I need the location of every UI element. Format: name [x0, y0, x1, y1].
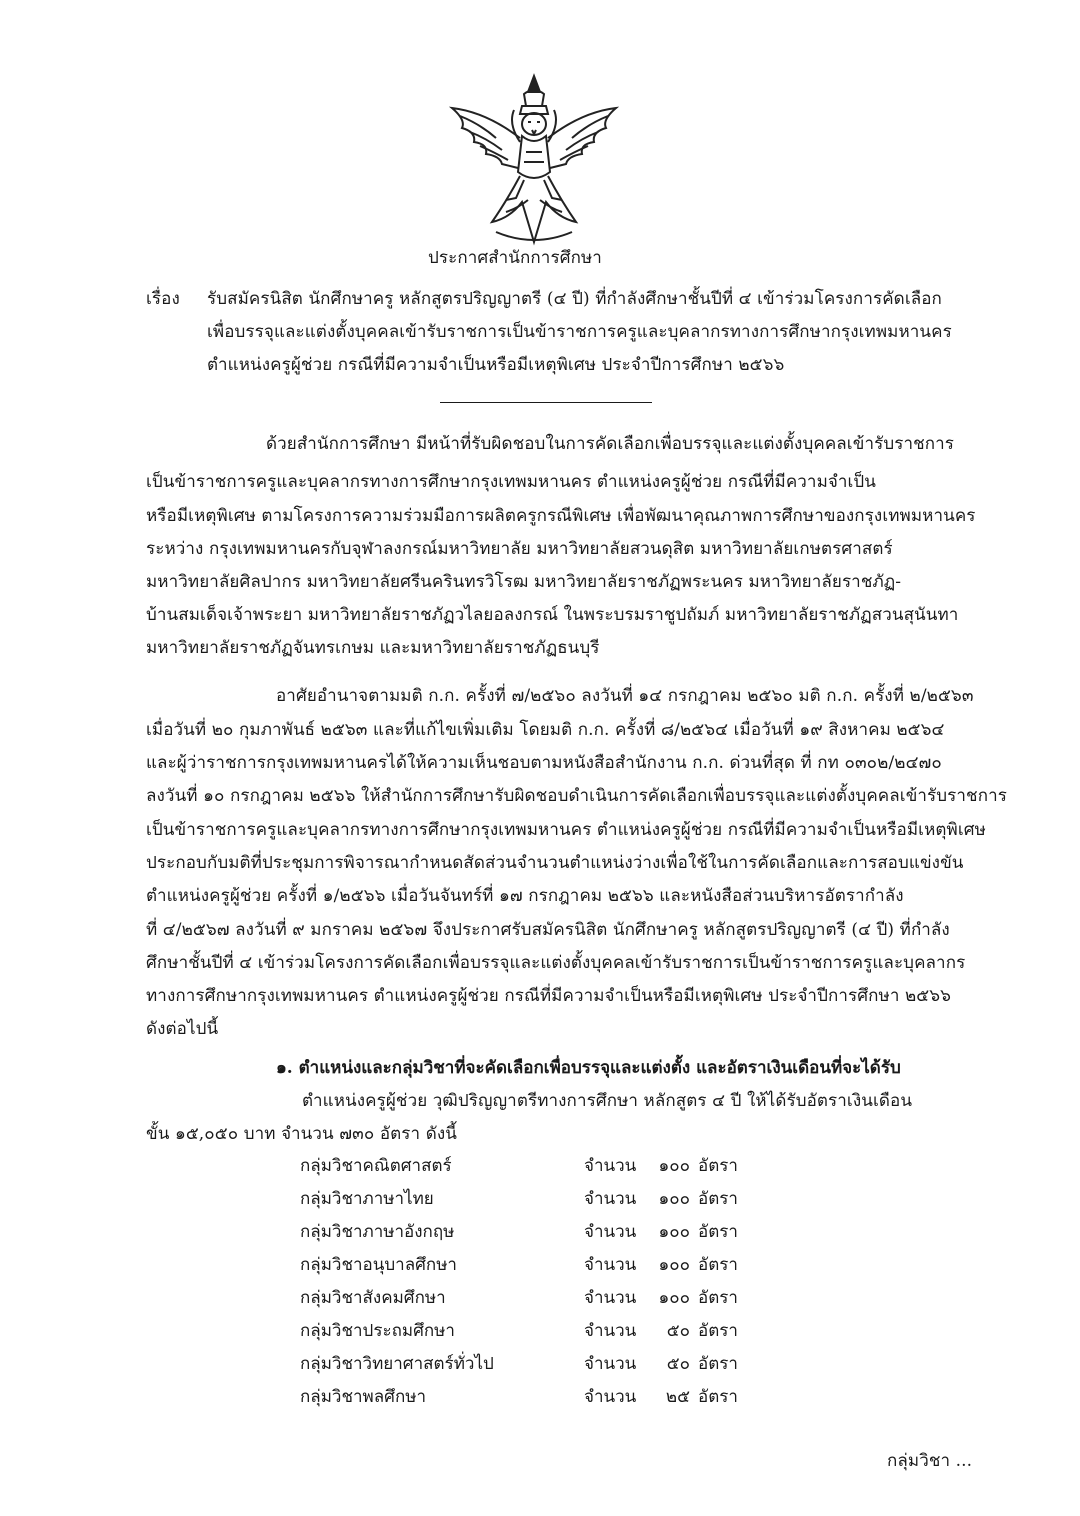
paragraph1-line: มหาวิทยาลัยราชภัฏจันทรเกษม และมหาวิทยาลัยราชภัฏธนบุรี — [146, 638, 600, 658]
rate-unit-label: จำนวน — [584, 1354, 637, 1374]
paragraph2-line: ประกอบกับมติที่ประชุมการพิจารณากำหนดสัดส่วนจำนวนตำแหน่งว่างเพื่อใช้ในการคัดเลือกและการสอบแข่งขัน — [146, 853, 964, 873]
rate-count: ๑๐๐ — [658, 1288, 690, 1308]
subject-line: ตำแหน่งครูผู้ช่วย กรณีที่มีความจำเป็นหรือมีเหตุพิเศษ ประจำปีการศึกษา ๒๕๖๖ — [207, 355, 785, 375]
rate-word: อัตรา — [698, 1354, 738, 1374]
rate-word: อัตรา — [698, 1255, 738, 1275]
rate-subject: กลุ่มวิชาภาษาอังกฤษ — [300, 1222, 455, 1242]
paragraph2-line: ลงวันที่ ๑๐ กรกฎาคม ๒๕๖๖ ให้สำนักการศึกษารับผิดชอบดำเนินการคัดเลือกเพื่อบรรจุและแต่งตั้งบุคคลเข้ารับราชการ — [146, 786, 1007, 806]
rate-unit-label: จำนวน — [584, 1222, 637, 1242]
title-divider — [440, 402, 652, 403]
rate-word: อัตรา — [698, 1387, 738, 1407]
rate-subject: กลุ่มวิชาพลศึกษา — [300, 1387, 427, 1407]
rate-subject: กลุ่มวิชาวิทยาศาสตร์ทั่วไป — [300, 1354, 494, 1374]
page-continuation: กลุ่มวิชา ... — [887, 1451, 973, 1471]
rate-count: ๒๕ — [665, 1387, 690, 1407]
rate-subject: กลุ่มวิชาอนุบาลศึกษา — [300, 1255, 457, 1275]
rate-unit-label: จำนวน — [584, 1255, 637, 1275]
subject-line: เพื่อบรรจุและแต่งตั้งบุคคลเข้ารับราชการเป็นข้าราชการครูและบุคลากรทางการศึกษากรุงเทพมหานคร — [207, 322, 952, 342]
rate-count: ๑๐๐ — [658, 1222, 690, 1242]
announcement-title: ประกาศสำนักการศึกษา — [428, 248, 602, 268]
paragraph2-line: เป็นข้าราชการครูและบุคลากรทางการศึกษากรุงเทพมหานคร ตำแหน่งครูผู้ช่วย กรณีที่มีความจำเป็นหรือมีเหตุพิเศษ — [146, 820, 986, 840]
subject-line: รับสมัครนิสิต นักศึกษาครู หลักสูตรปริญญาตรี (๔ ปี) ที่กำลังศึกษาชั้นปีที่ ๔ เข้าร่วมโครงการคัดเลือก — [207, 289, 942, 309]
rate-count: ๕๐ — [666, 1354, 690, 1374]
paragraph1-line: บ้านสมเด็จเจ้าพระยา มหาวิทยาลัยราชภัฏวไลยอลงกรณ์ ในพระบรมราชูปถัมภ์ มหาวิทยาลัยราชภัฏสวนสุนันทา — [146, 605, 959, 625]
section1-intro-line: ตำแหน่งครูผู้ช่วย วุฒิปริญญาตรีทางการศึกษา หลักสูตร ๔ ปี ให้ได้รับอัตราเงินเดือน — [302, 1091, 913, 1111]
paragraph2-line: เมื่อวันที่ ๒๐ กุมภาพันธ์ ๒๕๖๓ และที่แก้ไขเพิ่มเติม โดยมติ ก.ก. ครั้งที่ ๘/๒๕๖๔ เมื่อวันที่ ๑๙ สิงหาคม ๒๕๖๔ — [146, 720, 945, 740]
rate-unit-label: จำนวน — [584, 1189, 637, 1209]
rate-word: อัตรา — [698, 1222, 738, 1242]
paragraph2-line: ดังต่อไปนี้ — [146, 1019, 219, 1039]
rate-unit-label: จำนวน — [584, 1387, 637, 1407]
paragraph1-line: หรือมีเหตุพิเศษ ตามโครงการความร่วมมือการผลิตครูกรณีพิเศษ เพื่อพัฒนาคุณภาพการศึกษาของกรุงเทพมหานคร — [146, 506, 976, 526]
paragraph2-line: ศึกษาชั้นปีที่ ๔ เข้าร่วมโครงการคัดเลือกเพื่อบรรจุและแต่งตั้งบุคคลเข้ารับราชการเป็นข้าราชการครูและบุคลากร — [146, 953, 966, 973]
paragraph2-line: ที่ ๔/๒๕๖๗ ลงวันที่ ๙ มกราคม ๒๕๖๗ จึงประกาศรับสมัครนิสิต นักศึกษาครู หลักสูตรปริญญาตรี (๔ ปี) ที่กำลัง — [146, 920, 950, 940]
rate-count: ๕๐ — [666, 1321, 690, 1341]
paragraph1-line: มหาวิทยาลัยศิลปากร มหาวิทยาลัยศรีนครินทรวิโรฒ มหาวิทยาลัยราชภัฏพระนคร มหาวิทยาลัยราชภัฏ- — [146, 572, 902, 592]
rate-unit-label: จำนวน — [584, 1288, 637, 1308]
rate-word: อัตรา — [698, 1288, 738, 1308]
rate-word: อัตรา — [698, 1321, 738, 1341]
paragraph1-line: เป็นข้าราชการครูและบุคลากรทางการศึกษากรุงเทพมหานคร ตำแหน่งครูผู้ช่วย กรณีที่มีความจำเป็น — [146, 472, 877, 492]
rate-subject: กลุ่มวิชาประถมศึกษา — [300, 1321, 455, 1341]
paragraph2-line: ตำแหน่งครูผู้ช่วย ครั้งที่ ๑/๒๕๖๖ เมื่อวันจันทร์ที่ ๑๗ กรกฎาคม ๒๕๖๖ และหนังสือส่วนบริหารอัตรากำลัง — [146, 886, 904, 906]
section1-heading: ๑. ตำแหน่งและกลุ่มวิชาที่จะคัดเลือกเพื่อบรรจุและแต่งตั้ง และอัตราเงินเดือนที่จะได้รับ — [276, 1058, 901, 1078]
rate-unit-label: จำนวน — [584, 1156, 637, 1176]
paragraph1-line: ระหว่าง กรุงเทพมหานครกับจุฬาลงกรณ์มหาวิทยาลัย มหาวิทยาลัยสวนดุสิต มหาวิทยาลัยเกษตรศาสตร์ — [146, 539, 893, 559]
rate-subject: กลุ่มวิชาคณิตศาสตร์ — [300, 1156, 452, 1176]
subject-label: เรื่อง — [146, 289, 180, 309]
rate-word: อัตรา — [698, 1189, 738, 1209]
paragraph1-line: ด้วยสำนักการศึกษา มีหน้าที่รับผิดชอบในการคัดเลือกเพื่อบรรจุและแต่งตั้งบุคคลเข้ารับราชการ — [266, 434, 954, 454]
paragraph2-line: อาศัยอำนาจตามมติ ก.ก. ครั้งที่ ๗/๒๕๖๐ ลงวันที่ ๑๔ กรกฎาคม ๒๕๖๐ มติ ก.ก. ครั้งที่ ๒/๒๕๖๓ — [276, 686, 974, 706]
garuda-emblem-icon — [436, 72, 632, 256]
rate-unit-label: จำนวน — [584, 1321, 637, 1341]
rate-word: อัตรา — [698, 1156, 738, 1176]
paragraph2-line: ทางการศึกษากรุงเทพมหานคร ตำแหน่งครูผู้ช่วย กรณีที่มีความจำเป็นหรือมีเหตุพิเศษ ประจำปีการศึกษา ๒๕๖๖ — [146, 986, 952, 1006]
rate-subject: กลุ่มวิชาภาษาไทย — [300, 1189, 434, 1209]
rate-count: ๑๐๐ — [658, 1189, 690, 1209]
rate-subject: กลุ่มวิชาสังคมศึกษา — [300, 1288, 446, 1308]
rate-count: ๑๐๐ — [658, 1156, 690, 1176]
rate-count: ๑๐๐ — [658, 1255, 690, 1275]
section1-intro-line: ขั้น ๑๕,๐๕๐ บาท จำนวน ๗๓๐ อัตรา ดังนี้ — [146, 1124, 457, 1144]
paragraph2-line: และผู้ว่าราชการกรุงเทพมหานครได้ให้ความเห็นชอบตามหนังสือสำนักงาน ก.ก. ด่วนที่สุด ที่ กท ๐๓๐๒/๒๔๗๐ — [146, 753, 942, 773]
